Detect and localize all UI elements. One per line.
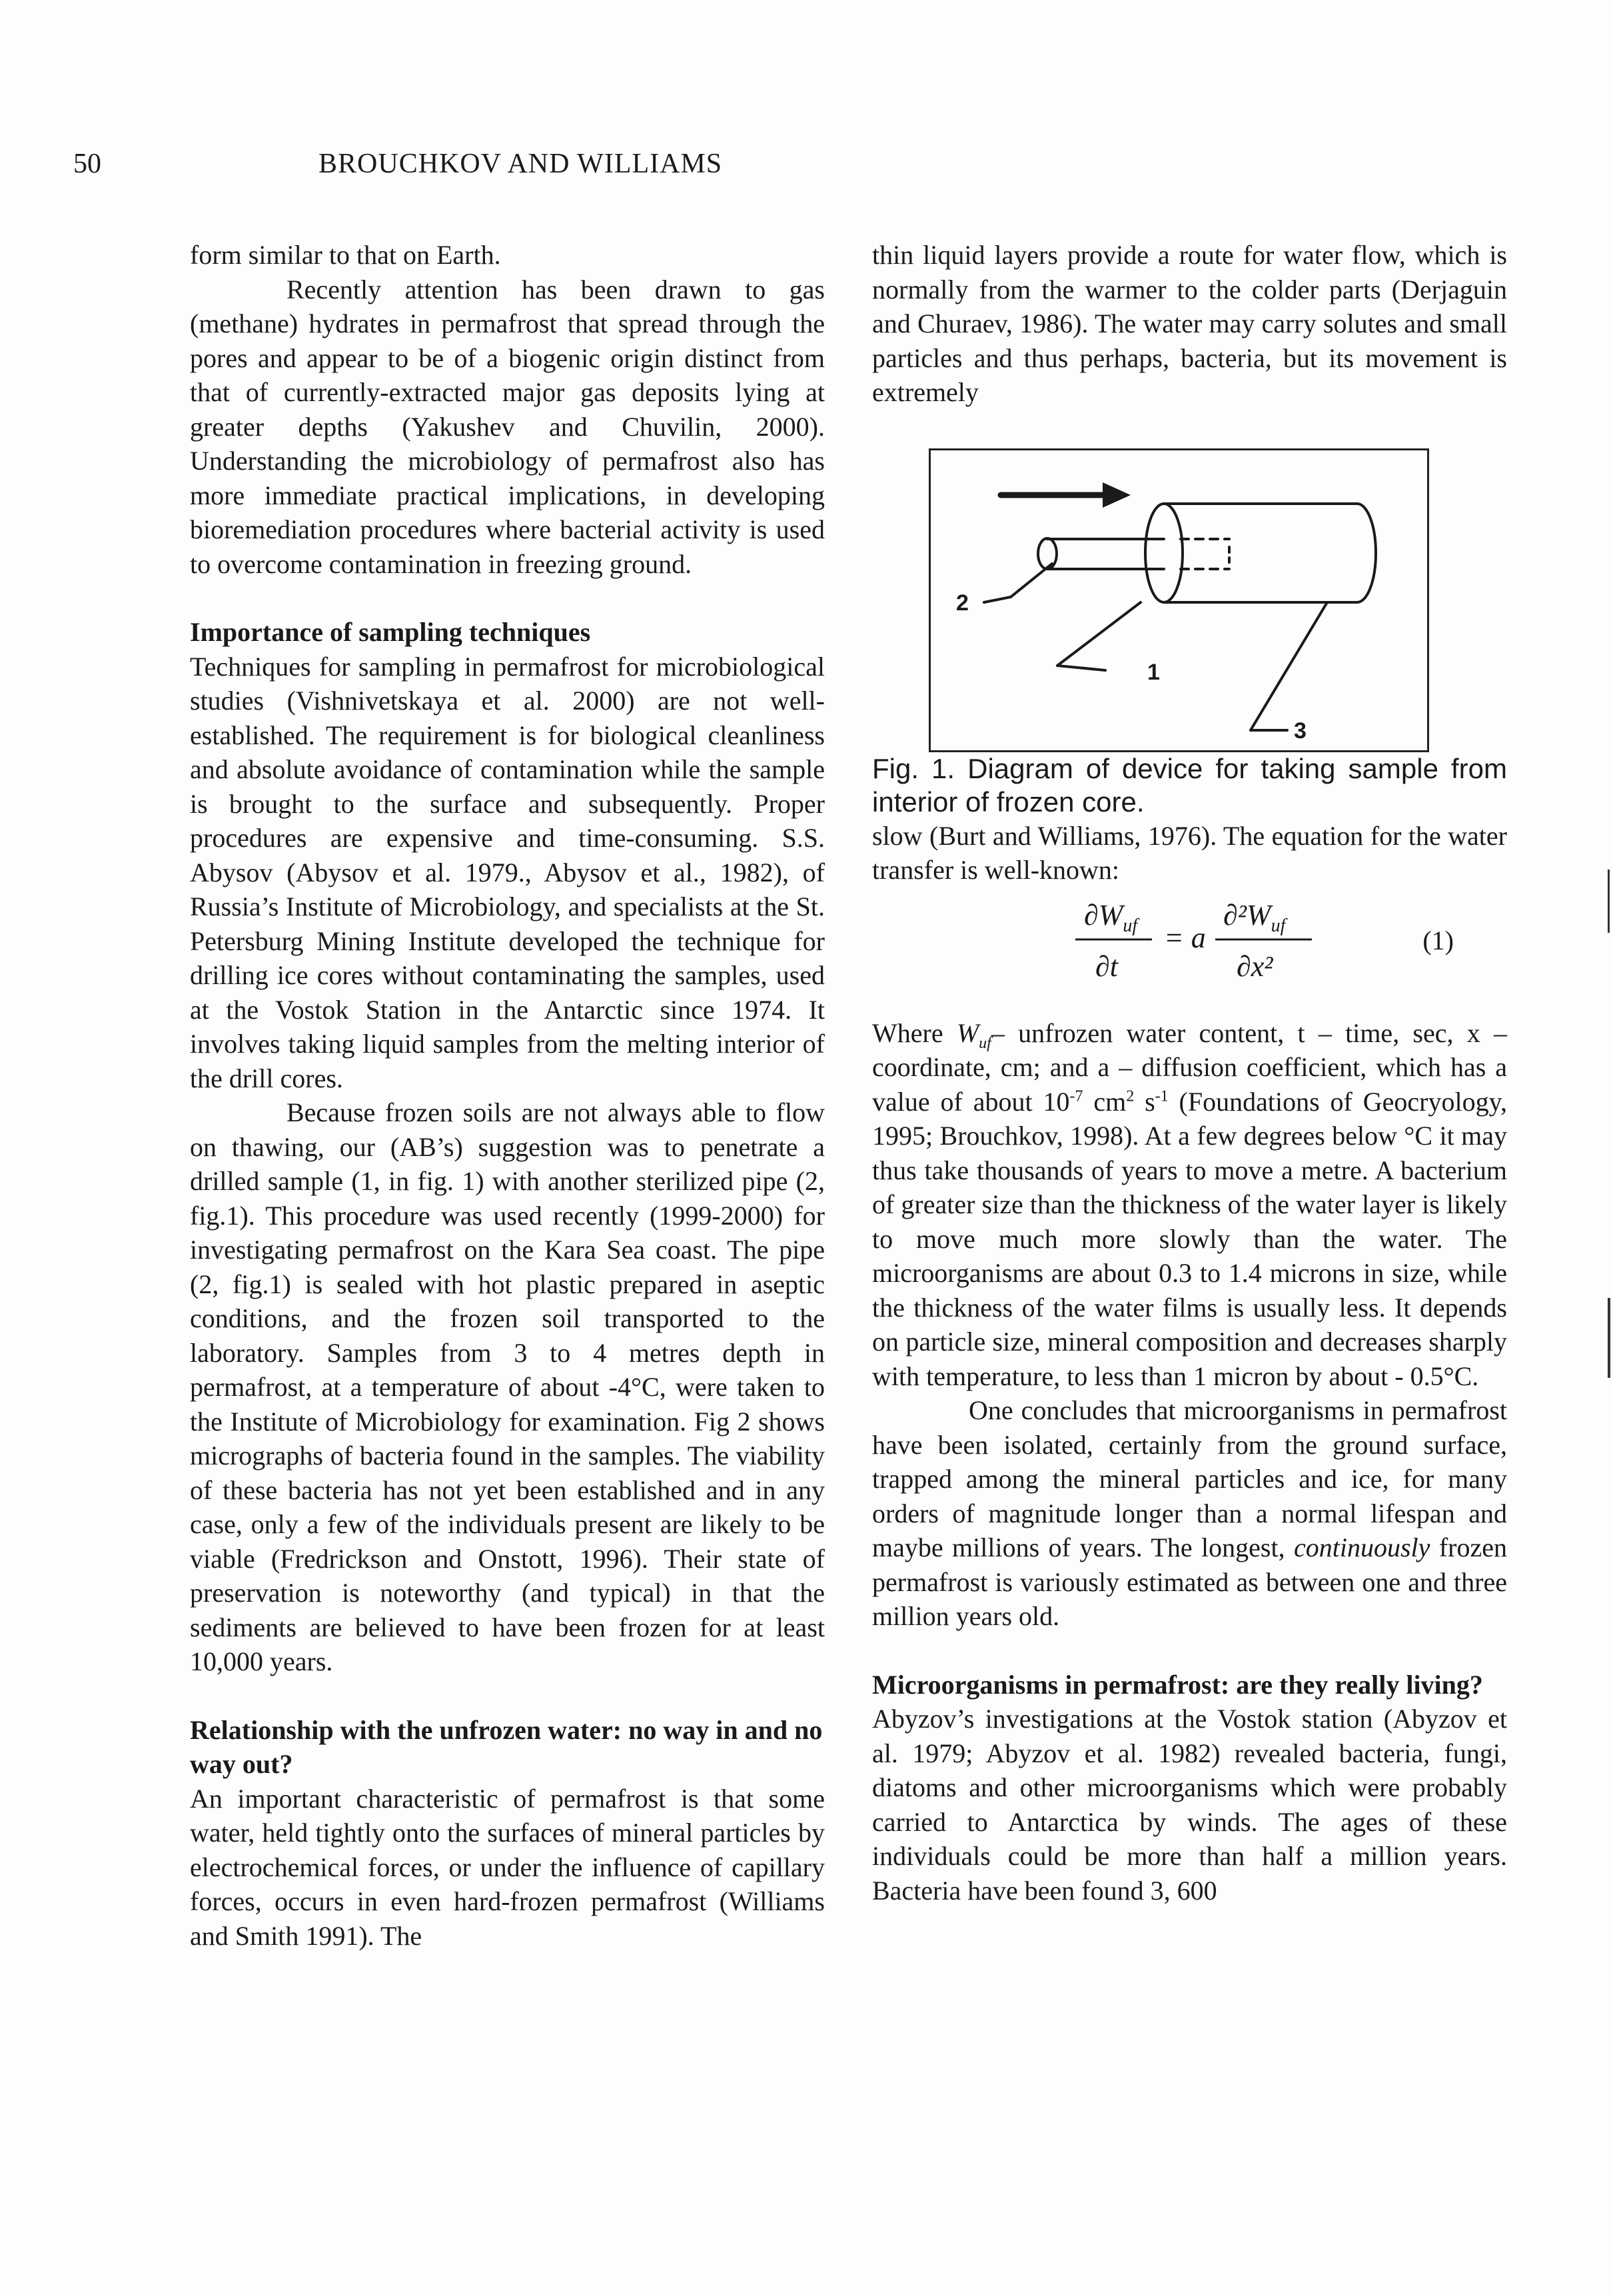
core-front-face — [1145, 504, 1183, 602]
paragraph: Recently attention has been drawn to gas (methane) hydrates in permafrost that spread through the pores and appear to be of a biogenic origin distinct from that of currently-extracted major gas deposits lying at greater depths (Yakushev and Chuvilin, 2000). Understanding the microbiology of permafrost also has more immediate practical implications, in developing bioremediation procedures where bacterial activity is used to overcome contamination in freezing ground. — [190, 274, 825, 579]
right-column — [872, 238, 1507, 1908]
svg-text:= a: = a — [1164, 921, 1206, 954]
running-head: BROUCHKOV AND WILLIAMS — [318, 149, 723, 179]
svg-text:∂t: ∂t — [1095, 949, 1118, 983]
paragraph: form similar to that on Earth. — [190, 240, 501, 270]
label-3: 3 — [1294, 718, 1307, 744]
paragraph: slow (Burt and Williams, 1976). The equation for the water transfer is well-known: — [872, 820, 1507, 885]
leader-line-3 — [1251, 602, 1327, 730]
paragraph: Because frozen soils are not always able to flow on thawing, our (AB’s) suggestion was to penetrate a drilled sample (1, in fig. 1) with another sterilized pipe (2, fig.1). This procedure was used recently (1999-2000) for investigating permafrost on the Kara Sea coast. The pipe (2, fig.1) is sealed with hot plastic prepared in aseptic conditions, and the frozen soil transported to the laboratory. Samples from 3 to 4 metres depth in permafrost, at a temperature of about -4°C, were taken to the Institute of Microbiology for examination. Fig 2 shows micrographs of bacteria found in the samples. The viability of these bacteria has not yet been established and in any case, only a few of the individuals present are likely to be viable (Fredrickson and Onstott, 1996). Their state of preservation is noteworthy (and typical) in that the sediments are believed to have been frozen for at least 10,000 years. — [190, 1097, 825, 1676]
leader-line-1 — [1057, 602, 1141, 666]
left-column — [190, 238, 825, 1953]
label-2: 2 — [956, 590, 969, 616]
figure-1-diagram — [929, 448, 1429, 752]
sampling-device-diagram — [931, 450, 1427, 750]
paragraph: Abyzov’s investigations at the Vostok station (Abyzov et al. 1979; Abyzov et al. 1982) revealed bacteria, fungi, diatoms and other microorganisms which were probably carried to Antarctica by winds. The ages of these individuals could be more than half a million years. Bacteria have been found 3, 600 — [872, 1704, 1507, 1906]
page-number: 50 — [73, 149, 101, 179]
section-heading: Microorganisms in permafrost: are they really living? — [872, 1669, 1483, 1700]
paragraph: Techniques for sampling in permafrost for microbiological studies (Vishnivetskaya et al. 2000) are not well-established. The requirement is for biological cleanliness and absolute avoidance of contamination while the sample is brought to the surface and subsequently. Proper procedures are expensive and time-consuming. S.S. Abysov (Abysov et al. 1979., Abysov et al., 1982), of Russia’s Institute of Microbiology, and specialists at the St. Petersburg Mining Institute developed the technique for drilling ice cores without contaminating the samples, used at the Vostok Station in the Antarctic since 1974. It involves taking liquid samples from the melting interior of the drill cores. — [190, 651, 825, 1093]
paragraph: Where $W_{uf}-$ unfrozen water content, t – time, sec, x – coordinate, cm; and a – diffusion coefficient, which has a value of about $10^{-7}$ $cm^2$ $s^{-1}$ (Foundations of Geocryology, 1995; Brouchkov, 1998). At a few degrees below °C it may thus take thousands of years to move a metre. A bacterium of greater size than the thickness of the water layer is likely to move much more slowly than the water. The microorganisms are about 0.3 to 1.4 microns in size, while the thickness of the water films is usually less. It depends on particle size, mineral composition and decreases sharply with temperature, to less than 1 micron by about - 0.5°C. — [872, 1017, 1507, 1391]
figure-caption: Fig. 1. Diagram of device for taking sample from interior of frozen core. — [872, 752, 1507, 818]
core-back-face — [1357, 504, 1376, 602]
svg-text:∂x²: ∂x² — [1237, 949, 1273, 983]
pipe-end — [1038, 538, 1057, 569]
svg-text:∂²Wuf: $\partial^2W_{uf}$ — [1223, 898, 1286, 936]
leader-line-2 — [984, 564, 1052, 602]
svg-text:∂Wuf: $\partial W_{uf}$ — [1084, 898, 1138, 936]
paragraph: thin liquid layers provide a route for water flow, which is normally from the warmer to the colder parts (Derjaguin and Churaev, 1986). The water may carry solutes and small particles and thus perhaps, bacteria, but its movement is extremely — [872, 240, 1507, 407]
scan-margin-mark — [1608, 1298, 1610, 1378]
scan-margin-mark — [1608, 869, 1610, 933]
equation-number: (1) — [1422, 925, 1454, 955]
diffusion-equation — [872, 893, 1507, 996]
paragraph: An important characteristic of permafrost is that some water, held tightly onto the surfaces of mineral particles by electrochemical forces, or under the influence of capillary forces, occurs in even hard-frozen permafrost (Williams and Smith 1991). The — [190, 1783, 825, 1951]
section-heading: Relationship with the unfrozen water: no way in and no way out? — [190, 1714, 823, 1779]
leader-line-1-base — [1057, 666, 1105, 670]
paragraph: One concludes that microorganisms in permafrost have been isolated, certainly from the ground surface, trapped among the mineral particles and ice, for many orders of magnitude longer than a normal lifespan and maybe millions of years. The longest, continuously frozen permafrost is variously estimated as between one and three million years old. — [872, 1395, 1507, 1631]
section-heading: Importance of sampling techniques — [190, 617, 591, 647]
equation-1 — [872, 893, 1507, 996]
label-1: 1 — [1147, 659, 1160, 685]
direction-arrow-head — [1103, 482, 1131, 508]
